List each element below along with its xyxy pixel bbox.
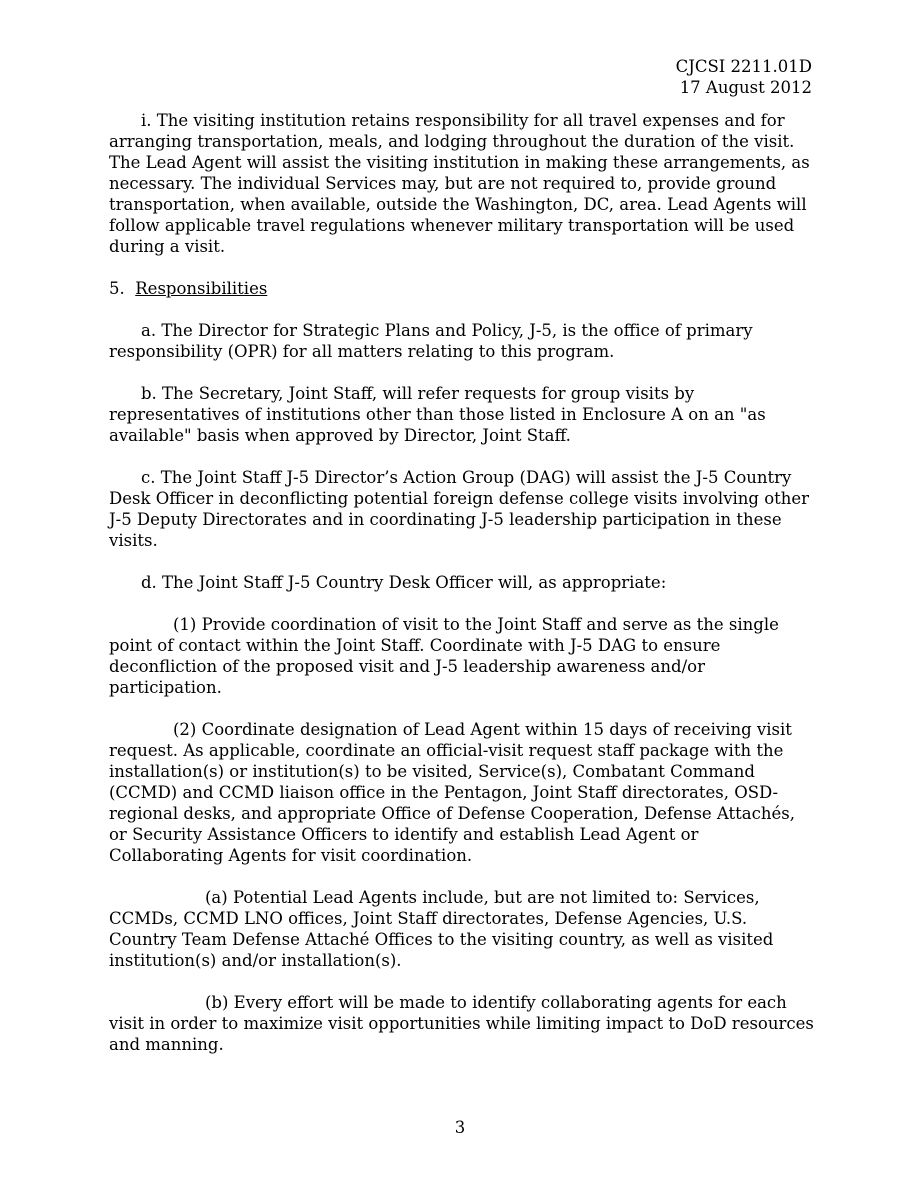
paragraph-d: d. The Joint Staff J-5 Country Desk Officer will, as appropriate: [141,573,667,592]
paragraph-d-1: (1) Provide coordination of visit to the Joint Staff and serve as the single point of contact within the Joint Staff. Coordinate with J-5 DAG to ensure deconfliction of the proposed visit and J-5 leadership awareness and/or participation. [109,615,779,697]
document-number: CJCSI 2211.01D [675,57,812,76]
section-heading [109,278,815,299]
paragraph-d-2-b: (b) Every effort will be made to identify collaborating agents for each visit in order to maximize visit opportunities while limiting impact to DoD resources and manning. [109,993,814,1054]
paragraph-a: a. The Director for Strategic Plans and Policy, J-5, is the office of primary responsibility (OPR) for all matters relating to this program. [109,321,753,361]
paragraph-i: i. The visiting institution retains responsibility for all travel expenses and for arranging transportation, meals, and lodging throughout the duration of the visit. The Lead Agent will assist the visiting institution in making these arrangements, as necessary. The individual Services may, but are not required to, provide ground transportation, when available, outside the Washington, DC, area. Lead Agents will follow applicable travel regulations whenever military transportation will be used during a visit. [109,111,810,256]
section-number: 5. [109,279,125,298]
body-text [109,110,815,1076]
paragraph-b: b. The Secretary, Joint Staff, will refer requests for group visits by representatives of institutions other than those listed in Enclosure A on an "as available" basis when approved by Director, Joint Staff. [109,384,766,445]
document-date: 17 August 2012 [679,78,812,97]
page-number: 3 [454,1118,466,1137]
paragraph-d-2-a: (a) Potential Lead Agents include, but are not limited to: Services, CCMDs, CCMD LNO offices, Joint Staff directorates, Defense Agencies, U.S. Country Team Defense Attaché Offices to the visiting country, as well as visited institution(s) and/or installation(s). [109,888,774,970]
page-header [676,56,812,98]
paragraph-d-2: (2) Coordinate designation of Lead Agent within 15 days of receiving visit request. As applicable, coordinate an official-visit request staff package with the installation(s) or institution(s) to be visited, Service(s), Combatant Command (CCMD) and CCMD liaison office in the Pentagon, Joint Staff directorates, OSD-regional desks, and appropriate Office of Defense Cooperation, Defense Attachés, or Security Assistance Officers to identify and establish Lead Agent or Collaborating Agents for visit coordination. [109,720,795,865]
paragraph-c: c. The Joint Staff J-5 Director’s Action Group (DAG) will assist the J-5 Country Desk Officer in deconflicting potential foreign defense college visits involving other J-5 Deputy Directorates and in coordinating J-5 leadership participation in these visits. [109,468,810,550]
section-title: Responsibilities [135,279,268,298]
